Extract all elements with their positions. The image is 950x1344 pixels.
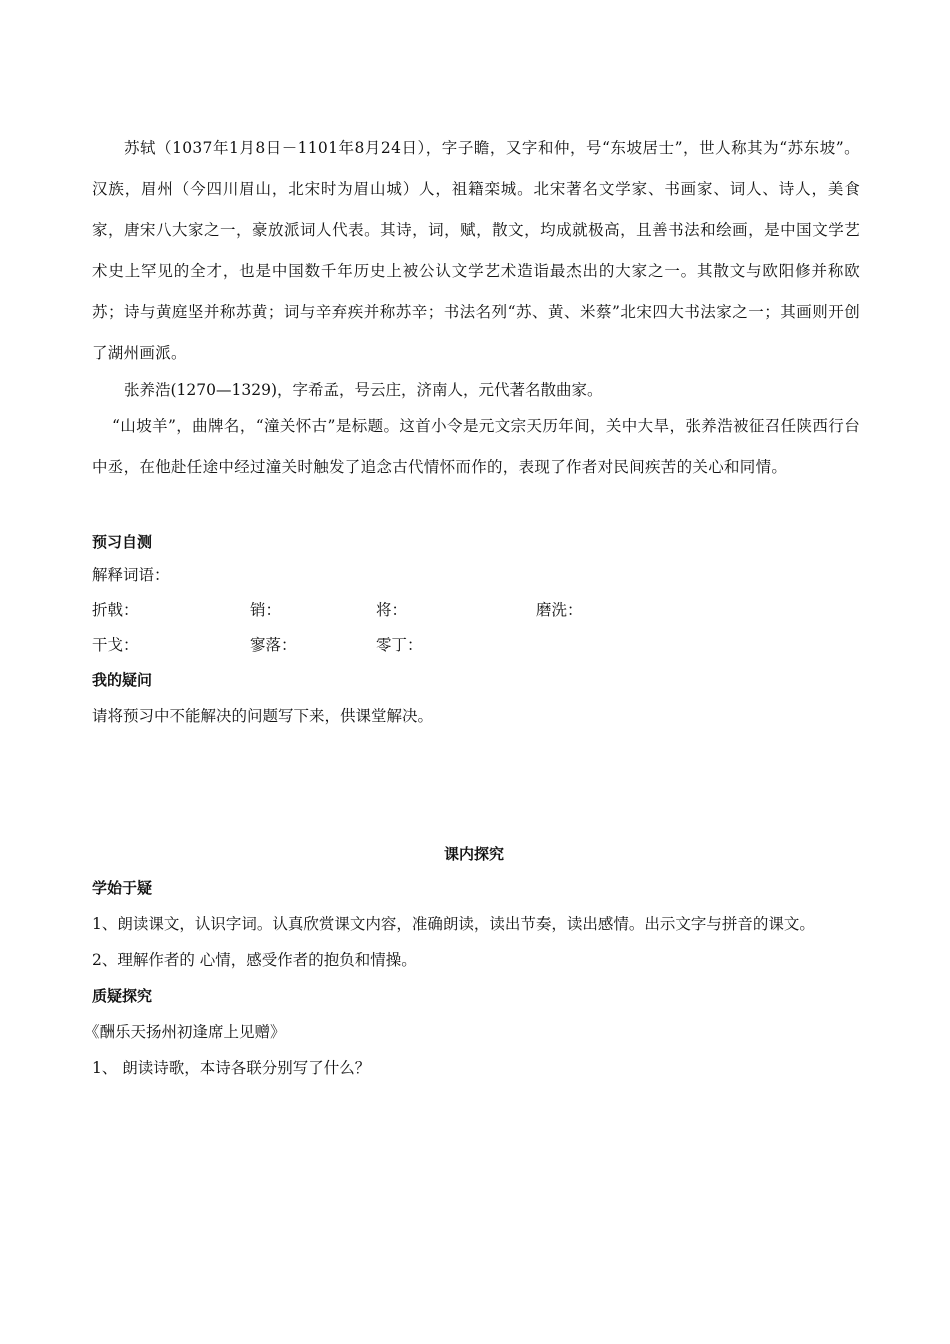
zhang-yanghao-bio: 张养浩(1270—1329)，字希孟，号云庄，济南人，元代著名散曲家。 (124, 381, 603, 399)
term-moxi: 磨洗： (536, 601, 583, 619)
term-lingding: 零丁： (376, 636, 423, 654)
poem-title: 《酬乐天扬州初逢席上见赠》 (84, 1023, 286, 1041)
term-jiang: 将： (376, 601, 408, 619)
inquiry-item-2: 2、理解作者的 心情，感受作者的抱负和情操。 (92, 951, 417, 969)
inquiry-item-1: 1、朗读课文，认识字词。认真欣赏课文内容，准确朗读，读出节奏，读出感情。出示文字与拼音的课文。 (92, 915, 815, 933)
term-gange: 干戈： (92, 636, 139, 654)
questions-text: 请将预习中不能解决的问题写下来，供课堂解决。 (92, 707, 434, 725)
question-1: 1、 朗读诗歌，本诗各联分别写了什么？ (92, 1059, 371, 1077)
preview-instruction: 解释词语： (92, 566, 170, 584)
shanpoyang-intro-paragraph: “山坡羊”，曲牌名，“潼关怀古”是标题。这首小令是元文宗天历年间，关中大旱，张养浩被征召任陕西行台中丞，在他赴任途中经过潼关时触发了追念古代情怀而作的，表现了作者对民间疾苦的关心和同情。 (92, 417, 860, 476)
questions-heading: 我的疑问 (92, 671, 153, 689)
term-zheji: 折戟： (92, 601, 139, 619)
su-shi-bio-paragraph: 苏轼（1037年1月8日－1101年8月24日），字子瞻，又字和仲，号“东坡居士”，世人称其为“苏东坡”。汉族，眉州（今四川眉山，北宋时为眉山城）人，祖籍栾城。北宋著名文学家、书画家、词人、诗人，美食家，唐宋八大家之一，豪放派词人代表。其诗，词，赋，散文，均成就极高，且善书法和绘画，是中国文学艺术史上罕见的全才，也是中国数千年历史上被公认文学艺术造诣最杰出的大家之一。其散文与欧阳修并称欧苏；诗与黄庭坚并称苏黄；词与辛弃疾并称苏辛；书法名列“苏、黄、米蔡”北宋四大书法家之一；其画则开创了湖州画派。 (92, 139, 860, 362)
inquiry-title: 课内探究 (444, 845, 505, 863)
term-xiao: 销： (250, 601, 282, 619)
learn-heading: 学始于疑 (92, 879, 153, 897)
preview-heading: 预习自测 (92, 533, 153, 551)
explore-heading: 质疑探究 (92, 987, 153, 1005)
term-liaoluo: 寥落： (250, 636, 297, 654)
